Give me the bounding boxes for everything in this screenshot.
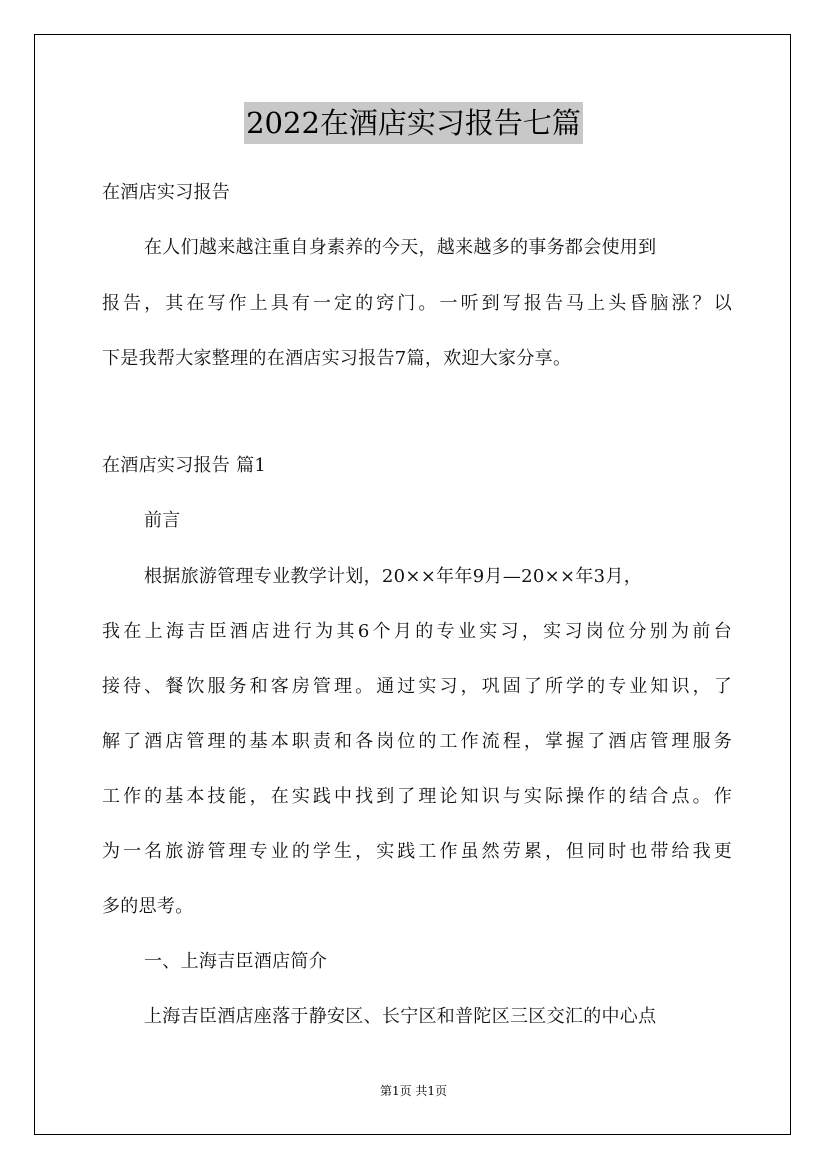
document-title: 2022在酒店实习报告七篇 [244,102,583,144]
paragraph-line: 解了酒店管理的基本职责和各岗位的工作流程，掌握了酒店管理服务 [102,731,732,752]
paragraph-line: 我在上海吉臣酒店进行为其6个月的专业实习，实习岗位分别为前台 [102,621,732,642]
paragraph-line: 上海吉臣酒店座落于静安区、长宁区和普陀区三区交汇的中心点 [144,1006,657,1027]
document-title-wrap [0,102,827,144]
paragraph-line: 接待、餐饮服务和客房管理。通过实习，巩固了所学的专业知识，了 [102,676,732,697]
paragraph-line: 报告，其在写作上具有一定的窍门。一听到写报告马上头昏脑涨？以 [102,293,732,314]
page-footer: 第1页 共1页 [379,1084,448,1098]
paragraph-line: 根据旅游管理专业教学计划，20××年年9月—20××年3月， [144,566,643,587]
paragraph-line: 为一名旅游管理专业的学生，实践工作虽然劳累，但同时也带给我更 [102,841,732,862]
paragraph-line: 在人们越来越注重自身素养的今天，越来越多的事务都会使用到 [144,237,657,258]
paragraph-line: 下是我帮大家整理的在酒店实习报告7篇，欢迎大家分享。 [102,348,572,369]
subheading: 前言 [144,510,181,531]
subheading: 一、上海吉臣酒店简介 [144,951,327,972]
paragraph-line: 多的思考。 [102,896,194,917]
paragraph-line: 工作的基本技能，在实践中找到了理论知识与实际操作的结合点。作 [102,786,732,807]
section-heading: 在酒店实习报告 [102,182,231,203]
section-heading: 在酒店实习报告 篇1 [102,455,267,476]
